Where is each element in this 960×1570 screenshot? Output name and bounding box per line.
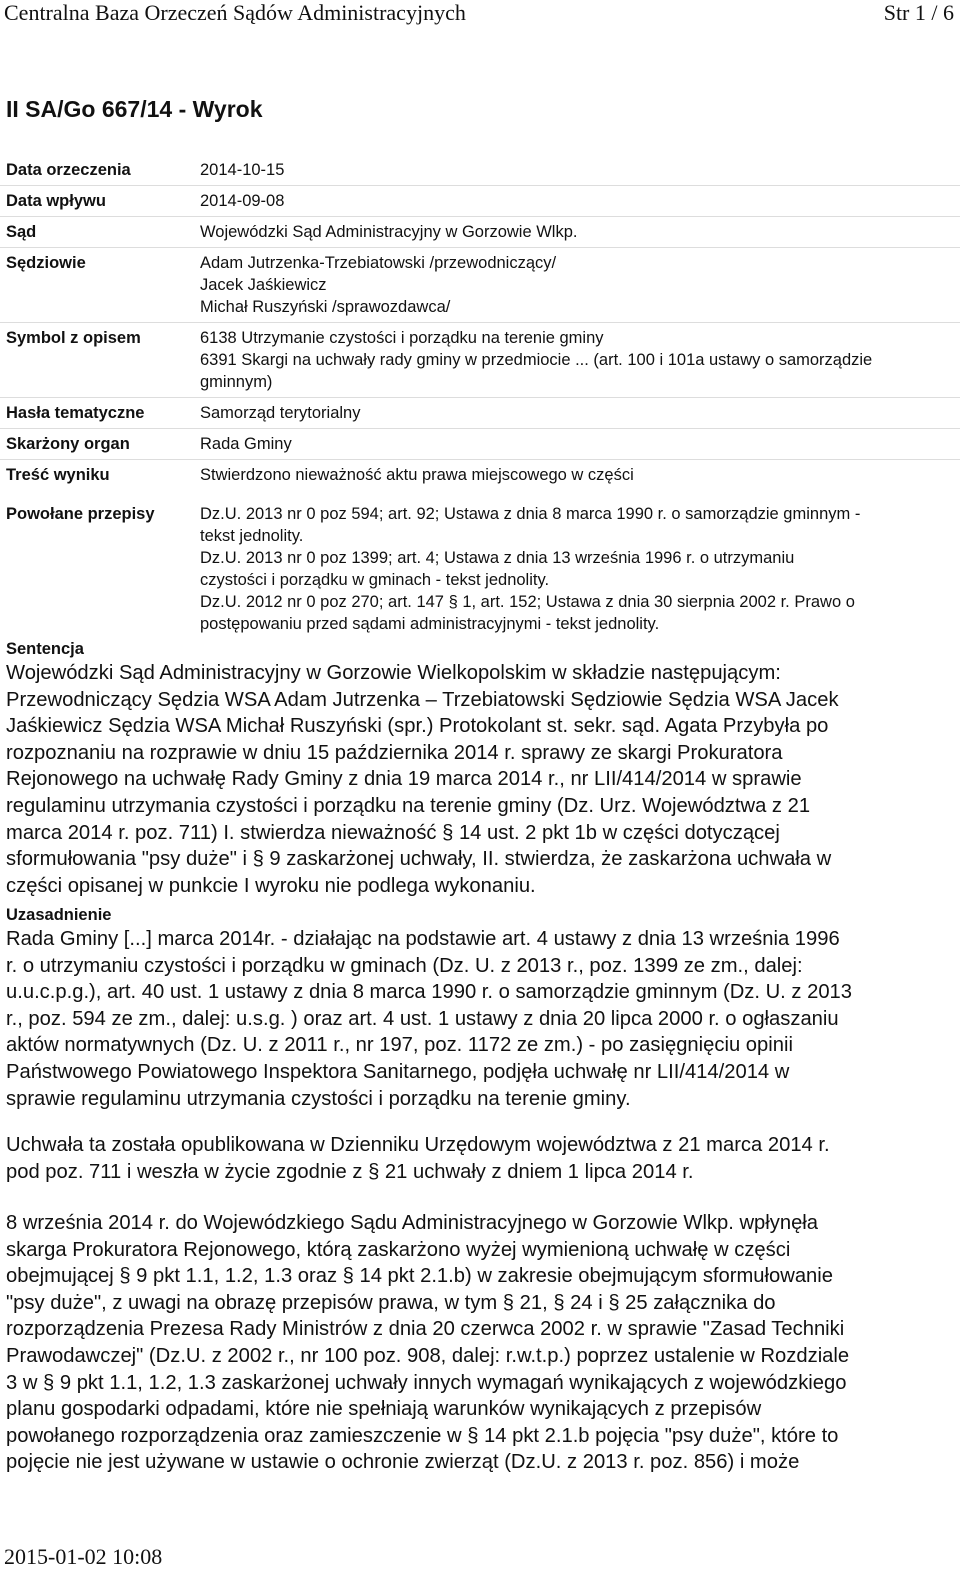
text-line: sprawie regulaminu utrzymania czystości i porządku na terenie gminy. xyxy=(6,1087,631,1110)
symbol-line: 6391 Skargi na uchwały rady gminy w przedmiocie ... (art. 100 i 101a ustawy o samorządzie xyxy=(200,351,873,369)
symbol-line: gminnym) xyxy=(200,373,273,391)
text-line: "psy duże", z uwagi na obrazę przepisów prawa, w tym § 21, § 24 i § 25 załącznika do xyxy=(6,1291,776,1314)
text-line: Prawodawczej" (Dz.U. z 2002 r., nr 100 poz. 908, dalej: r.w.t.p.) poprzez ustalenie w Rozdziale xyxy=(6,1344,850,1367)
text-line: 3 w § 9 pkt 1.1, 1.2, 1.3 zaskarżonej uchwały innych wymagań wynikających z wojewódzkiego xyxy=(6,1371,847,1394)
case-title: II SA/Go 667/14 - Wyrok xyxy=(6,96,263,122)
text-line: aktów normatywnych (Dz. U. z 2011 r., nr 197, poz. 1172 ze zm.) - po zasięgnięciu opinii xyxy=(6,1034,793,1057)
text-line: r. o utrzymaniu czystości i porządku w gminach (Dz. U. z 2013 r., poz. 1399 ze zm., dalej: xyxy=(6,954,803,977)
meta-value: 2014-09-08 xyxy=(200,192,285,210)
meta-value: 2014-10-15 xyxy=(200,161,285,179)
meta-row-data-wplywu xyxy=(0,185,960,216)
text-line: Państwowego Powiatowego Inspektora Sanitarnego, podjęła uchwałę nr LII/414/2014 w xyxy=(6,1060,790,1083)
meta-value: Rada Gminy xyxy=(200,435,292,453)
text-line: rozporządzenia Prezesa Rady Ministrów z dnia 20 czerwca 2002 r. w sprawie "Zasad Techniki xyxy=(6,1318,845,1341)
provision-line: czystości i porządku w gminach - tekst jednolity. xyxy=(200,571,550,589)
meta-label: Skarżony organ xyxy=(6,435,130,453)
meta-label: Data wpływu xyxy=(6,192,106,210)
text-line: sformułowania "psy duże" i § 9 zaskarżonej uchwały, II. stwierdza, że zaskarżona uchwała w xyxy=(6,848,832,871)
text-line: pojęcie nie jest używane w ustawie o ochronie zwierząt (Dz.U. z 2013 r. poz. 856) i może xyxy=(6,1451,800,1474)
sentencja-heading: Sentencja xyxy=(6,640,84,658)
symbol-line: 6138 Utrzymanie czystości i porządku na terenie gminy xyxy=(200,329,604,347)
uzasadnienie-heading: Uzasadnienie xyxy=(6,906,112,924)
meta-label: Sędziowie xyxy=(6,254,86,272)
text-line: regulaminu utrzymania czystości i porządku na terenie gminy (Dz. Urz. Województwa z 21 xyxy=(6,794,811,817)
text-line: u.u.c.p.g.), art. 40 ust. 1 ustawy z dnia 8 marca 1990 r. o samorządzie gminnym (Dz. U. z 2013 xyxy=(6,981,853,1004)
text-line: powołanego rozporządzenia oraz zamieszczenie w § 14 pkt 2.1.b pojęcia "psy duże", które to xyxy=(6,1424,839,1447)
text-line: Jaśkiewicz Sędzia WSA Michał Ruszyński (spr.) Protokolant st. sekr. sąd. Agata Przybyła po xyxy=(6,715,829,738)
site-title: Centralna Baza Orzeczeń Sądów Administracyjnych xyxy=(4,0,466,25)
meta-value: Wojewódzki Sąd Administracyjny w Gorzowie Wlkp. xyxy=(200,223,578,241)
text-line: Rada Gminy [...] marca 2014r. - działając na podstawie art. 4 ustawy z dnia 13 września 1996 xyxy=(6,928,840,950)
text-line: Przewodniczący Sędzia WSA Adam Jutrzenka – Trzebiatowski Sędziowie Sędzia WSA Jacek xyxy=(6,688,839,711)
judge-name: Adam Jutrzenka-Trzebiatowski /przewodniczący/ xyxy=(200,254,557,272)
text-line: Rejonowego na uchwałę Rady Gminy z dnia 19 marca 2014 r., nr LII/414/2014 w sprawie xyxy=(6,768,802,791)
meta-row-tresc xyxy=(0,459,960,490)
meta-label: Sąd xyxy=(6,223,37,241)
meta-value: Stwierdzono nieważność aktu prawa miejscowego w części xyxy=(200,466,634,484)
uzasadnienie-paragraph-3 xyxy=(6,1210,954,1476)
uzasadnienie-paragraph-2 xyxy=(6,1132,954,1185)
uzasadnienie-paragraph-1 xyxy=(6,926,954,1112)
provision-line: Dz.U. 2013 nr 0 poz 594; art. 92; Ustawa z dnia 8 marca 1990 r. o samorządzie gminnym - xyxy=(200,505,861,523)
provision-line: Dz.U. 2013 nr 0 poz 1399; art. 4; Ustawa z dnia 13 września 1996 r. o utrzymaniu xyxy=(200,549,795,567)
print-timestamp: 2015-01-02 10:08 xyxy=(4,1544,163,1569)
meta-row-sad xyxy=(0,216,960,247)
meta-value: Samorząd terytorialny xyxy=(200,404,361,422)
meta-label: Symbol z opisem xyxy=(6,329,141,347)
meta-row-symbol xyxy=(0,322,960,397)
page-number: Str 1 / 6 xyxy=(883,0,954,25)
provision-line: tekst jednolity. xyxy=(200,527,304,545)
meta-label: Data orzeczenia xyxy=(6,161,131,179)
cited-provisions-label: Powołane przepisy xyxy=(6,505,155,523)
text-line: marca 2014 r. poz. 711) I. stwierdza nieważność § 14 ust. 2 pkt 1b w części dotyczącej xyxy=(6,821,780,844)
text-line: części opisanej w punkcie I wyroku nie podlega wykonaniu. xyxy=(6,874,536,897)
text-line: rozpoznaniu na rozprawie w dniu 15 października 2014 r. sprawy ze skargi Prokuratora xyxy=(6,741,783,764)
judge-name: Michał Ruszyński /sprawozdawca/ xyxy=(200,298,451,316)
meta-row-hasla xyxy=(0,397,960,428)
meta-row-data-orzeczenia xyxy=(0,155,960,185)
sentencja-text xyxy=(6,660,954,899)
meta-row-organ xyxy=(0,428,960,459)
judge-name: Jacek Jaśkiewicz xyxy=(200,276,327,294)
text-line: r., poz. 594 ze zm., dalej: u.s.g. ) oraz art. 4 ust. 1 ustawy z dnia 20 lipca 2000 r. o ogłaszaniu xyxy=(6,1007,839,1030)
meta-row-sedziowie xyxy=(0,247,960,322)
text-line: obejmującej § 9 pkt 1.1, 1.2, 1.3 oraz § 14 pkt 2.1.b) w zakresie obejmującym sformułowanie xyxy=(6,1265,833,1288)
text-line: Uchwała ta została opublikowana w Dzienniku Urzędowym województwa z 21 marca 2014 r. xyxy=(6,1134,830,1156)
text-line: skarga Prokuratora Rejonowego, którą zaskarżono wyżej wymienioną uchwałę w części xyxy=(6,1238,791,1261)
metadata-table xyxy=(0,155,960,490)
meta-label: Treść wyniku xyxy=(6,466,110,484)
provision-line: Dz.U. 2012 nr 0 poz 270; art. 147 § 1, art. 152; Ustawa z dnia 30 sierpnia 2002 r. Prawo o xyxy=(200,593,855,611)
provision-line: postępowaniu przed sądami administracyjnymi - tekst jednolity. xyxy=(200,615,660,633)
text-line: Wojewódzki Sąd Administracyjny w Gorzowie Wielkopolskim w składzie następującym: xyxy=(6,662,781,684)
text-line: 8 września 2014 r. do Wojewódzkiego Sądu Administracyjnego w Gorzowie Wlkp. wpłynęła xyxy=(6,1212,819,1234)
text-line: planu gospodarki odpadami, które nie spełniają warunków wynikających z przepisów xyxy=(6,1398,762,1421)
cited-provisions xyxy=(0,499,960,635)
text-line: pod poz. 711 i weszła w życie zgodnie z § 21 uchwały z dniem 1 lipca 2014 r. xyxy=(6,1160,694,1183)
meta-label: Hasła tematyczne xyxy=(6,404,145,422)
